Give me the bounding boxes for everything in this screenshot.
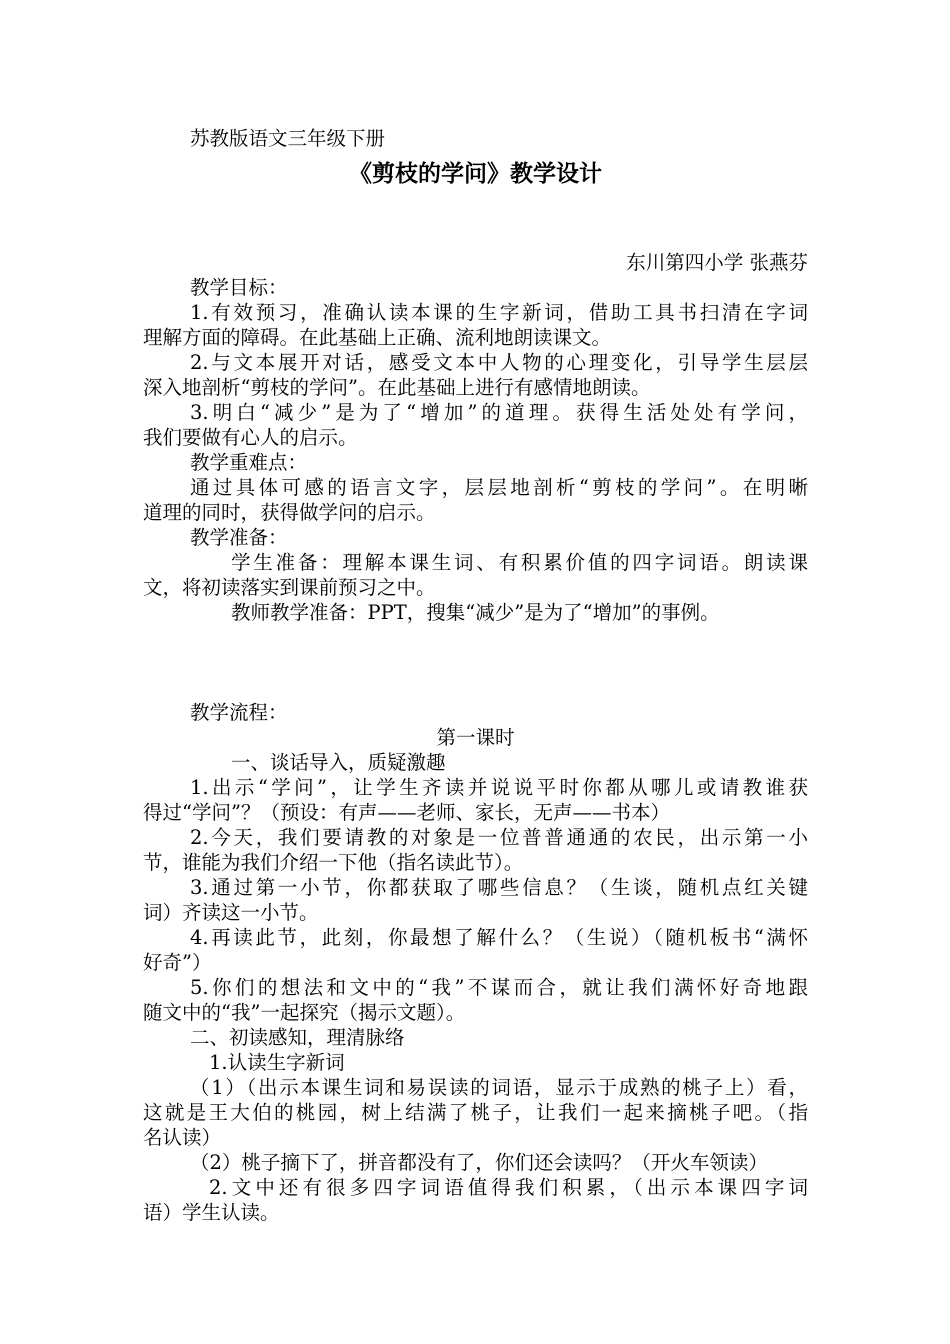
objective-2-line-2: 深入地剖析“剪枝的学问”。在此基础上进行有感情地朗读。 [143, 376, 651, 399]
part-1-step-3-line-1: 3.通过第一小节，你都获取了哪些信息？（生谈，随机点红关键 [190, 876, 808, 899]
part-2-paragraph-1-line-2: 这就是王大伯的桃园，树上结满了桃子，让我们一起来摘桃子吧。（指 [143, 1101, 808, 1124]
objectives-heading: 教学目标： [190, 276, 288, 299]
key-points-heading: 教学重难点： [190, 451, 308, 474]
subtitle: 苏教版语文三年级下册 [190, 127, 386, 150]
objective-2-line-1: 2.与文本展开对话，感受文本中人物的心理变化，引导学生层层 [190, 351, 808, 374]
part-1-step-1-line-2: 得过“学问”？（预设：有声——老师、家长，无声——书本） [143, 801, 670, 824]
teacher-preparation: 教师教学准备：PPT，搜集“减少”是为了“增加”的事例。 [231, 601, 720, 624]
part-2-heading: 二、初读感知，理清脉络 [190, 1026, 405, 1049]
part-1-step-4-line-2: 好奇”） [143, 951, 212, 974]
part-2-paragraph-1-line-3: 名认读） [143, 1126, 222, 1149]
preparation-heading: 教学准备： [190, 526, 288, 549]
objective-3-line-1: 3.明白“减少”是为了“增加”的道理。获得生活处处有学问， [190, 401, 808, 424]
part-1-step-2-line-1: 2.今天，我们要请教的对象是一位普普通通的农民，出示第一小 [190, 826, 808, 849]
part-2-step-2-line-1: 2.文中还有很多四字词语值得我们积累，（出示本课四字词 [209, 1176, 808, 1199]
part-2-paragraph-2: （2）桃子摘下了，拼音都没有了，你们还会读吗？（开火车领读） [190, 1151, 768, 1174]
student-preparation-line-2: 文，将初读落实到课前预习之中。 [143, 576, 436, 599]
part-1-step-5-line-2: 随文中的“我”一起探究（揭示文题）。 [143, 1001, 466, 1024]
part-1-step-2-line-2: 节，谁能为我们介绍一下他（指名读此节）。 [143, 851, 524, 874]
process-heading: 教学流程： [190, 701, 288, 724]
student-preparation-line-1: 学生准备：理解本课生词、有积累价值的四字词语。朗读课 [231, 551, 808, 574]
key-points-line-2: 道理的同时，获得做学问的启示。 [143, 501, 436, 524]
document-title: 《剪枝的学问》教学设计 [349, 161, 602, 187]
lesson-heading: 第一课时 [436, 726, 515, 749]
part-1-step-1-line-1: 1.出示“学问”，让学生齐读并说说平时你都从哪儿或请教谁获 [190, 776, 808, 799]
objective-1-line-2: 理解方面的障碍。在此基础上正确、流利地朗读课文。 [143, 326, 612, 349]
part-1-step-4-line-1: 4.再读此节，此刻，你最想了解什么？（生说）（随机板书“满怀 [190, 926, 808, 949]
key-points-line-1: 通过具体可感的语言文字，层层地剖析“剪枝的学问”。在明晰 [190, 476, 808, 499]
objective-1-line-1: 1.有效预习，准确认读本课的生字新词，借助工具书扫清在字词 [190, 301, 808, 324]
part-1-step-5-line-1: 5.你们的想法和文中的“我”不谋而合，就让我们满怀好奇地跟 [190, 976, 808, 999]
part-2-step-2-line-2: 语）学生认读。 [143, 1201, 280, 1224]
part-1-heading: 一、谈话导入，质疑激趣 [231, 751, 446, 774]
part-2-step-1: 1.认读生字新词 [209, 1051, 345, 1074]
part-2-paragraph-1-line-1: （1）（出示本课生词和易误读的词语，显示于成熟的桃子上）看， [190, 1076, 808, 1099]
part-1-step-3-line-2: 词）齐读这一小节。 [143, 901, 319, 924]
objective-3-line-2: 我们要做有心人的启示。 [143, 426, 358, 449]
author-line: 东川第四小学 张燕芬 [626, 251, 808, 274]
document-page [143, 0, 808, 1344]
